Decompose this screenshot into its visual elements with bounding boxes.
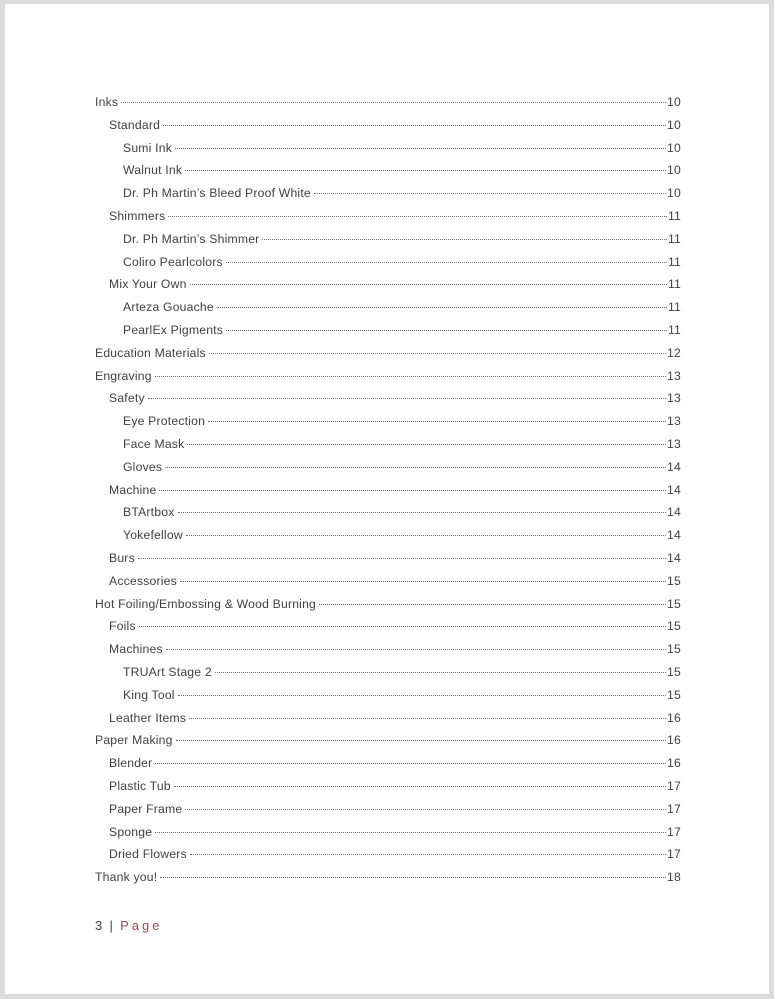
toc-entry-page: 14 [667,482,681,497]
toc-dot-leader [165,466,666,468]
toc-entry-page: 11 [667,322,681,337]
toc-entry-page: 11 [667,208,681,223]
toc-entry[interactable] [95,501,681,524]
toc-entry[interactable] [95,638,681,661]
toc-dot-leader [190,283,667,285]
toc-entry[interactable] [95,524,681,547]
footer-separator: | [109,918,114,933]
toc-entry-page: 13 [667,368,681,383]
toc-dot-leader [175,147,666,149]
toc-entry-title: Walnut Ink [123,163,183,178]
toc-dot-leader [178,511,667,513]
toc-dot-leader [215,671,666,673]
toc-entry-page: 10 [667,140,681,155]
toc-entry-title: King Tool [123,687,175,702]
toc-entry-page: 16 [667,756,681,771]
toc-entry[interactable] [95,319,681,342]
toc-dot-leader [168,215,666,217]
toc-dot-leader [148,397,666,399]
toc-entry-title: Standard [109,117,161,132]
toc-entry-page: 10 [667,163,681,178]
toc-dot-leader [166,648,666,650]
toc-entry[interactable] [95,547,681,570]
toc-entry-page: 11 [667,231,681,246]
toc-entry-title: Gloves [123,459,163,474]
toc-entry-title: Leather Items [109,710,187,725]
toc-entry[interactable] [95,159,681,182]
toc-entry-title: Accessories [109,573,177,588]
toc-entry[interactable] [95,661,681,684]
page-footer [95,918,162,933]
toc-entry[interactable] [95,342,681,365]
toc-entry[interactable] [95,228,681,251]
toc-entry[interactable] [95,843,681,866]
toc-entry[interactable] [95,251,681,274]
toc-entry-title: Safety [109,391,145,406]
toc-entry-title: BTArtbox [123,505,175,520]
toc-entry-page: 15 [667,573,681,588]
toc-entry-title: Dried Flowers [109,847,187,862]
toc-entry-page: 16 [667,733,681,748]
toc-entry-page: 17 [667,824,681,839]
toc-dot-leader [174,785,666,787]
toc-entry-title: Yokefellow [123,528,183,543]
toc-entry[interactable] [95,821,681,844]
toc-entry-title: Thank you! [95,870,158,885]
toc-entry-page: 15 [667,664,681,679]
toc-entry-title: Shimmers [109,208,166,223]
toc-entry[interactable] [95,570,681,593]
toc-entry-page: 14 [667,459,681,474]
toc-dot-leader [180,580,666,582]
footer-page-label: Page [120,918,163,933]
toc-entry[interactable] [95,387,681,410]
toc-dot-leader [319,603,666,605]
toc-entry-page: 12 [667,345,681,360]
toc-dot-leader [314,192,666,194]
toc-entry[interactable] [95,296,681,319]
toc-entry-page: 11 [667,254,681,269]
toc-entry-page: 13 [667,414,681,429]
toc-entry[interactable] [95,273,681,296]
toc-entry-page: 10 [667,117,681,132]
toc-entry[interactable] [95,137,681,160]
toc-entry-title: Plastic Tub [109,778,171,793]
toc-dot-leader [226,329,667,331]
toc-entry-page: 14 [667,505,681,520]
toc-entry[interactable] [95,456,681,479]
toc-entry-title: Education Materials [95,345,206,360]
toc-entry[interactable] [95,798,681,821]
toc-entry-title: Machine [109,482,157,497]
toc-entry-page: 18 [667,870,681,885]
toc-dot-leader [262,238,667,240]
toc-entry-title: Blender [109,756,153,771]
toc-entry-title: Face Mask [123,436,185,451]
toc-entry[interactable] [95,866,681,889]
toc-dot-leader [121,101,666,103]
toc-entry-title: Arteza Gouache [123,300,214,315]
toc-entry-page: 13 [667,391,681,406]
toc-entry-page: 15 [667,596,681,611]
toc-entry-title: Burs [109,550,135,565]
toc-dot-leader [187,443,666,445]
toc-entry-title: TRUArt Stage 2 [123,664,212,679]
toc-dot-leader [217,306,667,308]
toc-entry[interactable] [95,593,681,616]
toc-entry[interactable] [95,182,681,205]
toc-entry-page: 17 [667,778,681,793]
toc-dot-leader [208,420,666,422]
toc-dot-leader [138,557,666,559]
toc-entry[interactable] [95,479,681,502]
toc-entry-page: 15 [667,642,681,657]
toc-entry[interactable] [95,752,681,775]
toc-entry[interactable] [95,775,681,798]
toc-entry-title: Dr. Ph Martin’s Bleed Proof White [123,186,311,201]
toc-dot-leader [189,717,666,719]
toc-entry-page: 16 [667,710,681,725]
toc-entry-title: Hot Foiling/Embossing & Wood Burning [95,596,317,611]
toc-entry[interactable] [95,684,681,707]
toc-dot-leader [190,853,666,855]
toc-entry[interactable] [95,729,681,752]
toc-entry-page: 17 [667,847,681,862]
toc-entry-page: 14 [667,550,681,565]
toc-dot-leader [155,762,666,764]
toc-entry-page: 11 [667,300,681,315]
toc-entry-page: 10 [667,186,681,201]
toc-entry-page: 15 [667,687,681,702]
document-page [5,4,769,994]
toc-dot-leader [160,876,666,878]
toc-entry[interactable] [95,707,681,730]
toc-entry[interactable] [95,91,681,114]
toc-entry[interactable] [95,410,681,433]
toc-entry[interactable] [95,205,681,228]
toc-entry-title: Foils [109,619,136,634]
toc-entry-page: 17 [667,801,681,816]
toc-entry-title: Coliro Pearlcolors [123,254,223,269]
toc-entry-title: Paper Frame [109,801,183,816]
toc-entry-page: 15 [667,619,681,634]
toc-dot-leader [185,169,666,171]
toc-dot-leader [178,694,666,696]
toc-entry-title: PearlEx Pigments [123,322,224,337]
toc-dot-leader [159,489,666,491]
toc-entry-title: Eye Protection [123,414,206,429]
toc-dot-leader [155,375,666,377]
toc-dot-leader [163,124,666,126]
toc-entry-title: Dr. Ph Martin’s Shimmer [123,231,260,246]
toc-entry-title: Sumi Ink [123,140,173,155]
toc-entry[interactable] [95,365,681,388]
toc-entry-title: Inks [95,95,119,109]
toc-entry-page: 14 [667,528,681,543]
table-of-contents [95,91,681,889]
toc-dot-leader [186,534,666,536]
toc-dot-leader [226,261,667,263]
toc-dot-leader [209,352,666,354]
toc-dot-leader [176,739,666,741]
toc-entry[interactable] [95,615,681,638]
toc-entry-title: Engraving [95,368,152,383]
toc-entry-title: Paper Making [95,733,173,748]
toc-dot-leader [139,625,666,627]
footer-page-number: 3 [95,918,103,933]
toc-entry-page: 10 [667,95,681,109]
toc-entry-title: Mix Your Own [109,277,187,292]
toc-entry[interactable] [95,433,681,456]
toc-entry[interactable] [95,114,681,137]
toc-dot-leader [155,831,666,833]
toc-dot-leader [185,808,666,810]
toc-entry-page: 13 [667,436,681,451]
toc-entry-title: Sponge [109,824,153,839]
toc-entry-page: 11 [667,277,681,292]
toc-entry-title: Machines [109,642,163,657]
